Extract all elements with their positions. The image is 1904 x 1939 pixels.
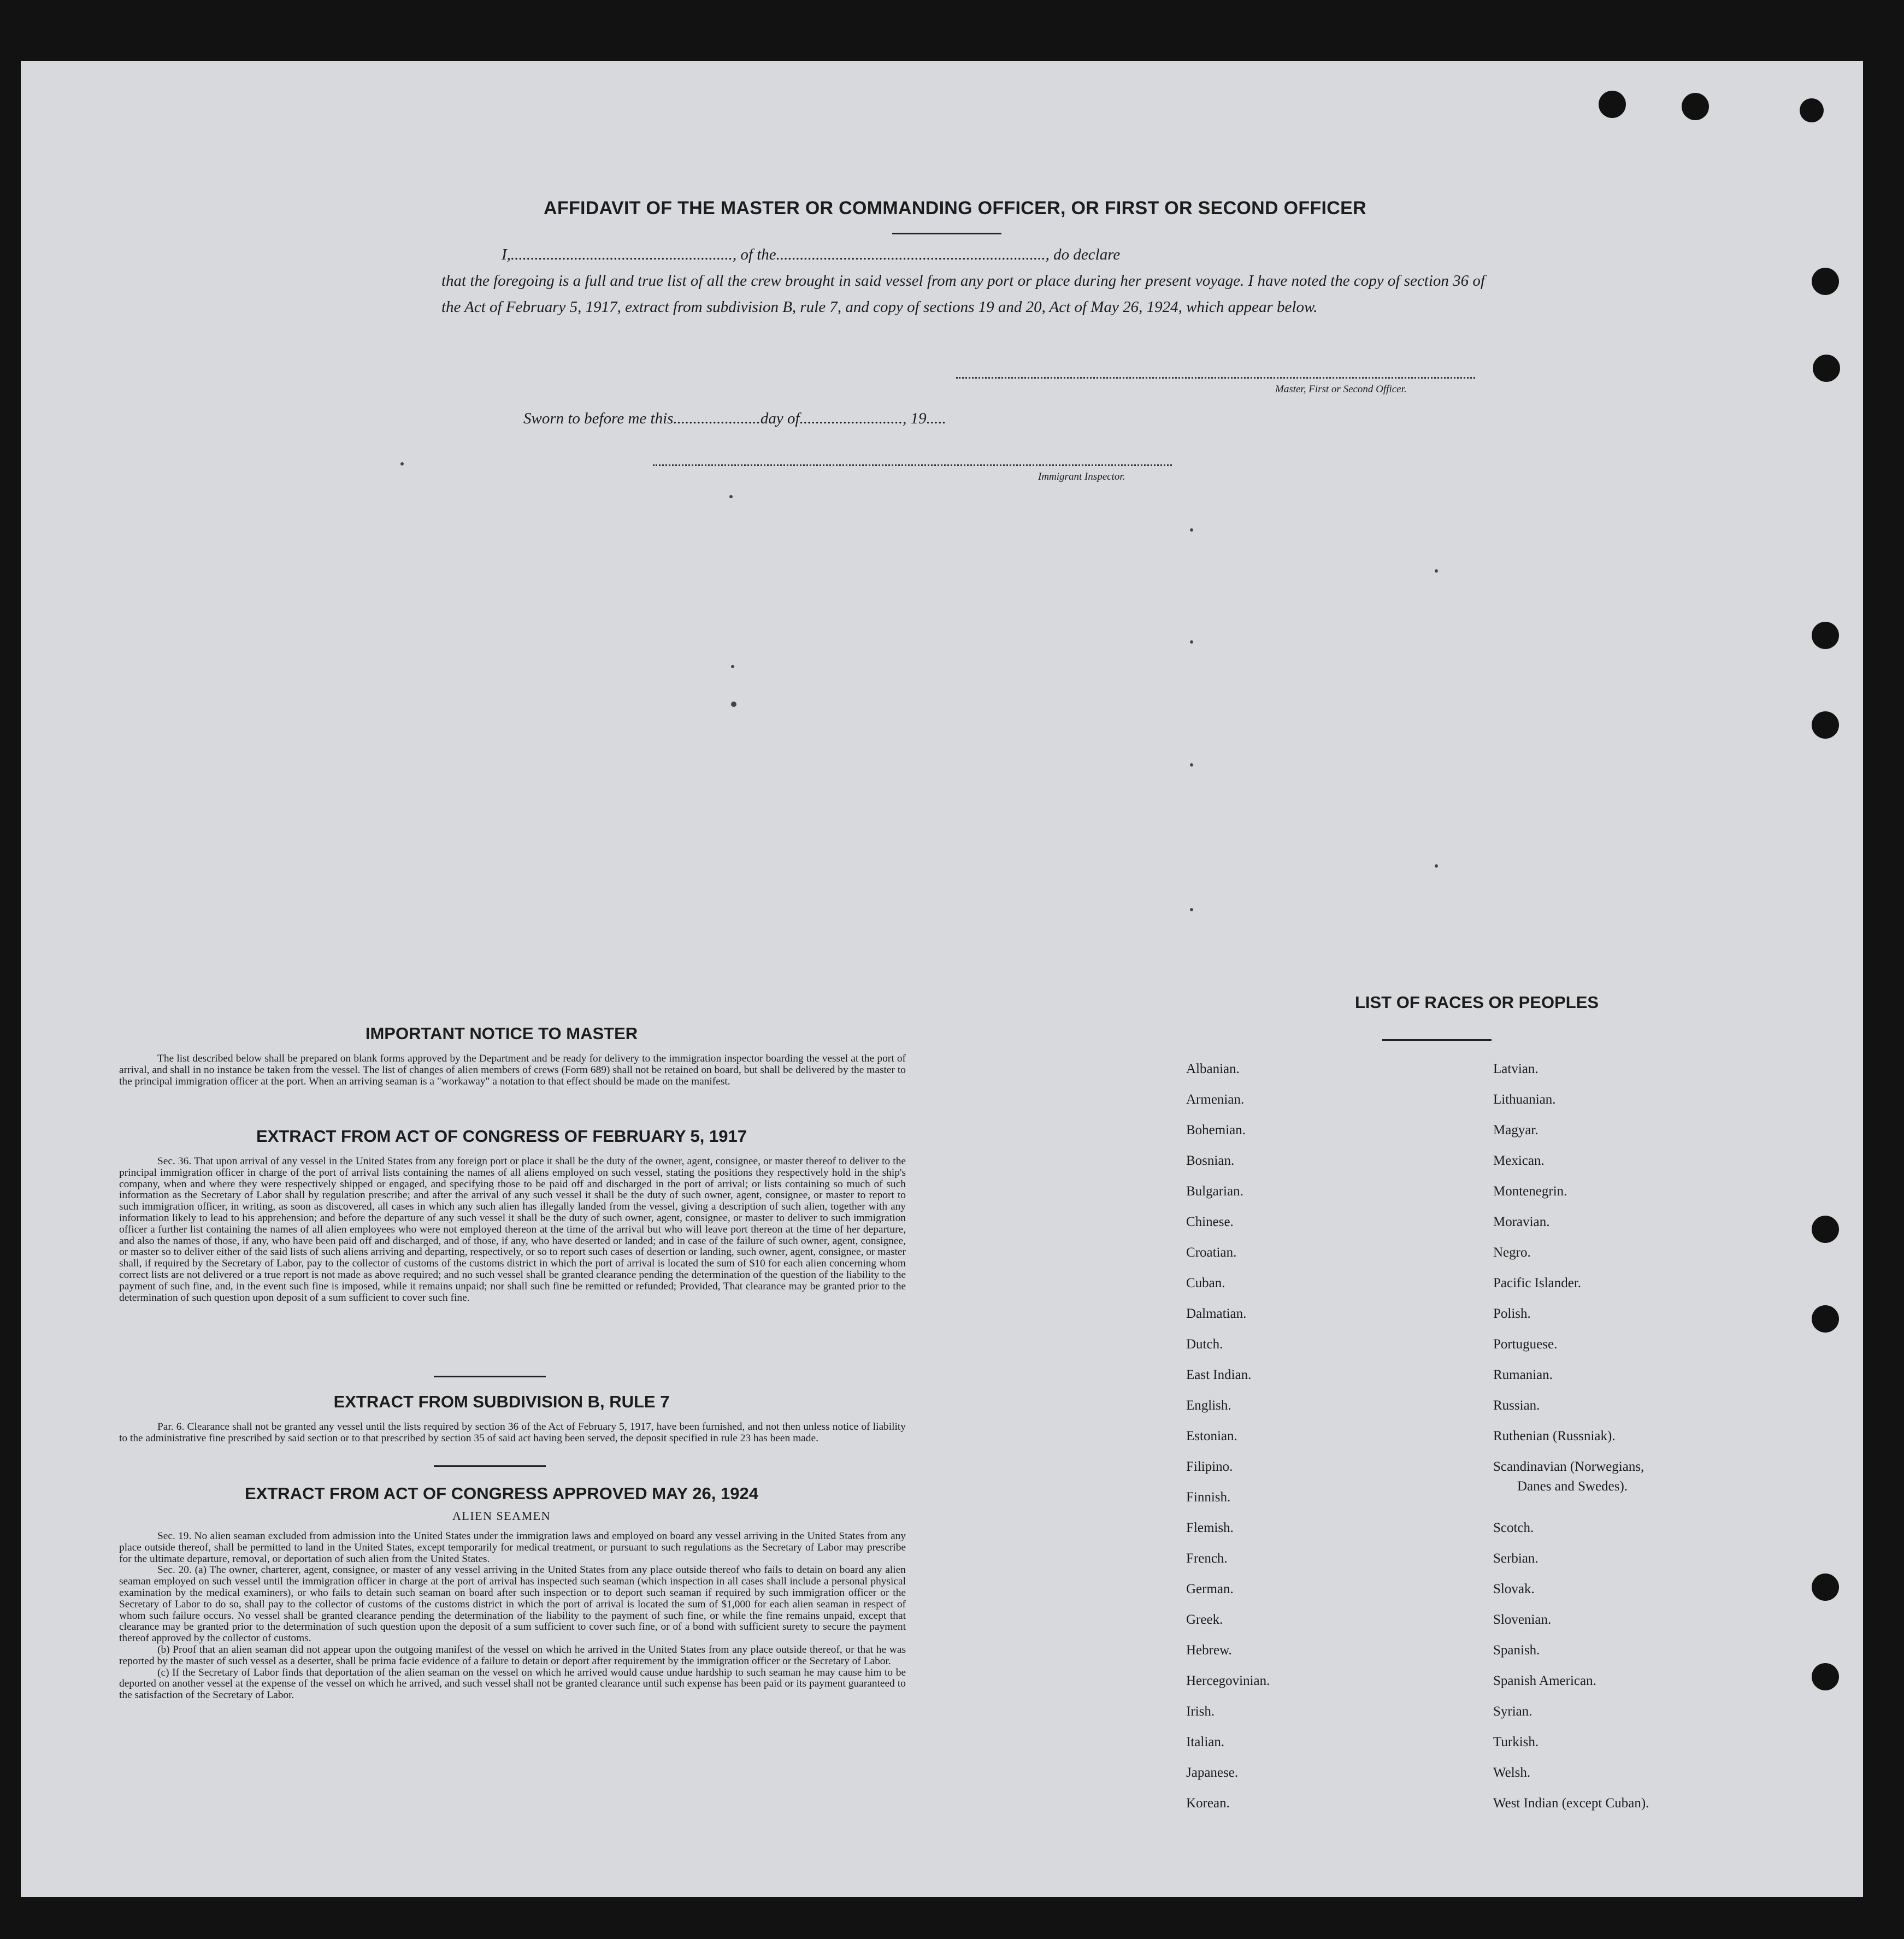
affidavit-declaration-text: that the foregoing is a full and true list of all the crew brought in said vessel from any port or place during her present voyage. I have noted the copy of section 36 of the Act of February 5, 1917, extract from subdivision B, rule 7, and copy of sections 19 and 20, Act of May 26, 1924, which appear below. [441, 272, 1485, 316]
race-item: Syrian. [1493, 1704, 1532, 1719]
affidavit-body [441, 241, 1485, 320]
race-item: German. [1186, 1582, 1234, 1596]
race-item: Russian. [1493, 1398, 1540, 1413]
speck [1435, 864, 1438, 868]
race-item: Mexican. [1493, 1153, 1545, 1168]
affidavit-declaration-line: I,........................................................, of the...................................................................., do declare [502, 246, 1121, 263]
race-item: Bulgarian. [1186, 1184, 1243, 1199]
race-item: Korean. [1186, 1796, 1230, 1811]
race-item: Scandinavian (Norwegians, [1493, 1459, 1644, 1474]
race-item: Welsh. [1493, 1765, 1531, 1780]
punch-hole [1813, 355, 1840, 382]
race-item: West Indian (except Cuban). [1493, 1796, 1649, 1811]
divider-rule [434, 1376, 546, 1377]
speck [1190, 908, 1193, 911]
race-item: Serbian. [1493, 1551, 1538, 1566]
race-item: Rumanian. [1493, 1368, 1553, 1382]
section-36-paragraph: Sec. 36. That upon arrival of any vessel in the United States from any foreign port or place it shall be the duty of the owner, agent, consignee, or master thereof to deliver to the principal immigration officer in charge of the port of arrival lists containing the names of all aliens employed on such vessel, stating the positions they respectively hold in the ship's company, when and where they were respectively shipped or engaged, and specifying those to be paid off and discharged in the port of arrival; or lists containing so much of such information as the Secretary of Labor shall by regulation prescribe; and after the arrival of any such vessel it shall be the duty of such owner, agent, consignee, or master to report to such immigration officer, in writing, as soon as discovered, all cases in which any such alien has illegally landed from the vessel, giving a description of such alien, together with any information likely to lead to his apprehension; and before the departure of any such vessel it shall be the duty of such owner, agent, consignee, or master to deliver to such immigration officer a further list containing the names of all alien employees who were not employed thereon at the time of the arrival but who will leave port thereon at the time of her departure, and also the names of those, if any, who have been paid off and discharged, and of those, if any, who have deserted or landed; and in case of the failure of such owner, agent, consignee, or master so to deliver either of the said lists of such aliens arriving and departing, respectively, or so to report such cases of desertion or landing, such owner, agent, consignee, or master shall, if required by the Secretary of Labor, pay to the collector of customs of the customs district in which the port of arrival is located the sum of $10 for each alien concerning whom correct lists are not delivered or a true report is not made as above required; and no such vessel shall be granted clearance pending the determination of the question of the liability to the payment of such fine, and, in the event such fine is imposed, while it remains unpaid; nor shall such fine be remitted or refunded; Provided, That clearance may be granted prior to the determination of such question upon deposit of a sum sufficient to cover such fine. [119, 1156, 906, 1304]
speck [1190, 763, 1193, 767]
race-item: Croatian. [1186, 1245, 1237, 1260]
race-item: Slovenian. [1493, 1612, 1552, 1627]
inspector-signature-line [653, 464, 1172, 466]
notice-text [119, 1053, 906, 1087]
punch-hole [1800, 98, 1824, 122]
race-item: Cuban. [1186, 1276, 1225, 1290]
race-item: French. [1186, 1551, 1228, 1566]
race-item: Spanish. [1493, 1643, 1540, 1658]
races-title-rule [1382, 1039, 1492, 1041]
race-item: Polish. [1493, 1306, 1531, 1321]
section-20b-paragraph: (b) Proof that an alien seaman did not appear upon the outgoing manifest of the vessel on which he arrived in the United States from any place outside thereof, or that he was reported by the master of such vessel as a deserter, shall be prima facie evidence of a failure to detain or deport after requirement by the immigration officer or the Secretary of Labor. [119, 1643, 906, 1667]
officer-signature-line [956, 377, 1475, 379]
race-item: English. [1186, 1398, 1231, 1413]
punch-hole [1812, 268, 1839, 295]
speck [731, 665, 734, 668]
extract-1917-text [119, 1156, 906, 1304]
punch-hole [1682, 93, 1709, 120]
paragraph-6: Par. 6. Clearance shall not be granted any vessel until the lists required by section 36 of the Act of February 5, 1917, have been furnished, and not then unless notice of liability to the administrative fine prescribed by said section or to that prescribed by section 35 of said act having been served, the deposit specified in rule 23 has been made. [119, 1421, 906, 1444]
race-item: Magyar. [1493, 1123, 1538, 1138]
punch-hole [1812, 622, 1839, 649]
race-item: Hebrew. [1186, 1643, 1232, 1658]
race-item: Italian. [1186, 1735, 1225, 1749]
race-item: Finnish. [1186, 1490, 1231, 1505]
race-item: Moravian. [1493, 1215, 1550, 1229]
race-item: Slovak. [1493, 1582, 1535, 1596]
officer-caption: Master, First or Second Officer. [1275, 384, 1407, 395]
race-item: Turkish. [1493, 1735, 1539, 1749]
punch-hole [1599, 91, 1626, 118]
punch-hole [1812, 1305, 1839, 1333]
race-item: Japanese. [1186, 1765, 1239, 1780]
race-item: Spanish American. [1493, 1673, 1596, 1688]
race-item: Flemish. [1186, 1520, 1234, 1535]
race-item: Armenian. [1186, 1092, 1245, 1107]
punch-hole [1812, 1663, 1839, 1690]
subdivision-b-text [119, 1422, 906, 1445]
races-title: LIST OF RACES OR PEOPLES [1354, 993, 1599, 1012]
inspector-caption: Immigrant Inspector. [1038, 471, 1125, 482]
race-item: Bohemian. [1186, 1123, 1246, 1138]
notice-paragraph: The list described below shall be prepared on blank forms approved by the Department and be ready for delivery to the immigration inspector boarding the vessel at the port of arrival, and shall in no instance be taken from the vessel. The list of changes of alien members of crews (Form 689) shall not be retained on board, but shall be delivered by the master to the principal immigration officer at the port. When an arriving seaman is a "workaway" a notation to that effect should be made on the manifest. [119, 1053, 906, 1087]
race-item: Pacific Islander. [1493, 1276, 1582, 1290]
race-item: Albanian. [1186, 1062, 1240, 1076]
speck [1190, 640, 1193, 644]
race-item: Dutch. [1186, 1337, 1223, 1352]
affidavit-title-rule [892, 233, 1001, 234]
divider-rule [434, 1465, 546, 1467]
speck [729, 495, 733, 498]
sworn-line: Sworn to before me this......................day of.........................., 19..... [523, 410, 946, 427]
race-item: Scotch. [1493, 1520, 1534, 1535]
alien-seamen-subtitle: ALIEN SEAMEN [452, 1509, 551, 1523]
race-item: Montenegrin. [1493, 1184, 1567, 1199]
extract-1924-title: EXTRACT FROM ACT OF CONGRESS APPROVED MAY 26, 1924 [245, 1484, 758, 1503]
extract-1917-title: EXTRACT FROM ACT OF CONGRESS OF FEBRUARY 5, 1917 [256, 1127, 747, 1146]
race-item: Bosnian. [1186, 1153, 1235, 1168]
speck [400, 462, 404, 465]
race-item: Ruthenian (Russniak). [1493, 1429, 1616, 1443]
section-19-paragraph: Sec. 19. No alien seaman excluded from admission into the United States under the immigration laws and employed on board any vessel arriving in the United States from any place outside thereof, shall be permitted to land in the United States, except temporarily for medical treatment, or pursuant to such regulations as the Secretary of Labor may prescribe for the ultimate departure, removal, or deportation of such alien from the United States. [119, 1530, 906, 1565]
speck [1435, 569, 1438, 573]
notice-title: IMPORTANT NOTICE TO MASTER [365, 1024, 638, 1043]
race-item: Lithuanian. [1493, 1092, 1556, 1107]
race-item: Irish. [1186, 1704, 1215, 1719]
race-item: Danes and Swedes). [1517, 1479, 1628, 1494]
race-item: Negro. [1493, 1245, 1531, 1260]
document-page [21, 61, 1863, 1897]
race-item: Estonian. [1186, 1429, 1237, 1443]
race-item: East Indian. [1186, 1368, 1252, 1382]
affidavit-title: AFFIDAVIT OF THE MASTER OR COMMANDING OFFICER, OR FIRST OR SECOND OFFICER [544, 198, 1366, 219]
section-20a-paragraph: Sec. 20. (a) The owner, charterer, agent, consignee, or master of any vessel arriving in the United States from any place outside thereof who fails to detain on board any alien seaman employed on such vessel until the immigration officer in charge at the port of arrival has inspected such seaman (which inspection in all cases shall include a personal physical examination by the medical examiners), or who fails to detain such seaman on board after such inspection or to deport such seaman if required by such immigration officer or the Secretary of Labor to do so, shall pay to the collector of customs of the customs district in which the port of arrival is located the sum of $1,000 for each alien seaman in respect of whom such failure occurs. No vessel shall be granted clearance pending the determination of the liability to the payment of such fine, or while the fine remains unpaid, except that clearance may be granted prior to the determination of such question upon the deposit of a sum sufficient to cover such fine, or of a bond with sufficient surety to secure the payment thereof approved by the collector of customs. [119, 1564, 906, 1645]
race-item: Latvian. [1493, 1062, 1538, 1076]
race-item: Greek. [1186, 1612, 1223, 1627]
speck [1190, 528, 1193, 532]
punch-hole [1812, 711, 1839, 739]
speck [731, 702, 736, 707]
extract-1924-text [119, 1531, 906, 1701]
race-item: Hercegovinian. [1186, 1673, 1270, 1688]
subdivision-b-title: EXTRACT FROM SUBDIVISION B, RULE 7 [333, 1392, 670, 1411]
race-item: Chinese. [1186, 1215, 1234, 1229]
race-item: Portuguese. [1493, 1337, 1558, 1352]
race-item: Dalmatian. [1186, 1306, 1247, 1321]
punch-hole [1812, 1216, 1839, 1243]
punch-hole [1812, 1573, 1839, 1601]
race-item: Filipino. [1186, 1459, 1233, 1474]
section-20c-paragraph: (c) If the Secretary of Labor finds that deportation of the alien seaman on the vessel on which he arrived would cause undue hardship to such seaman he may cause him to be deported on another vessel at the expense of the vessel on which he arrived, and such vessel shall not be granted clearance until such expense has been paid or its payment guaranteed to the satisfaction of the Secretary of Labor. [119, 1666, 906, 1701]
